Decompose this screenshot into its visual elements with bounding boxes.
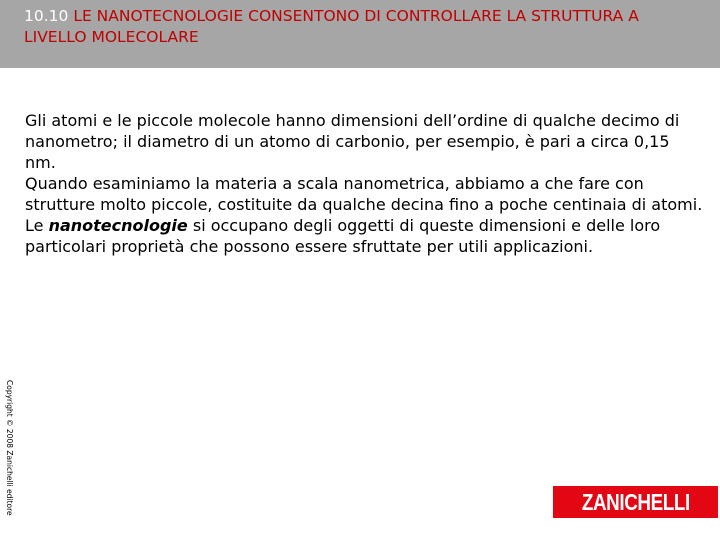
paragraph-3-prefix: Le: [25, 216, 49, 235]
copyright-notice: [1, 380, 15, 516]
slide-title: [24, 6, 704, 48]
paragraph-1: Gli atomi e le piccole molecole hanno dimensioni dell’ordine di qualche decimo di nanometro; il diametro di un atomo di carbonio, per esempio, è pari a circa 0,15 nm.: [25, 111, 680, 172]
nanotecnologie-term: nanotecnologie: [48, 216, 188, 235]
copyright-text: Copyright © 2008 Zanichelli editore: [5, 380, 14, 516]
zanichelli-logo: [553, 486, 718, 518]
paragraph-3: [25, 215, 705, 257]
logo-text: ZANICHELLI: [581, 488, 690, 515]
body-text: [25, 110, 705, 257]
paragraph-3-suffix: si occupano degli oggetti di queste dimensioni e delle loro particolari proprietà che possono essere sfruttate per utili applicazioni.: [25, 216, 661, 256]
paragraph-2: Quando esaminiamo la materia a scala nanometrica, abbiamo a che fare con strutture molto piccole, costituite da qualche decina fino a poche centinaia di atomi.: [25, 174, 703, 214]
section-number: 10.10: [24, 7, 69, 25]
title-text: LE NANOTECNOLOGIE CONSENTONO DI CONTROLLARE LA STRUTTURA A LIVELLO MOLECOLARE: [24, 7, 639, 46]
